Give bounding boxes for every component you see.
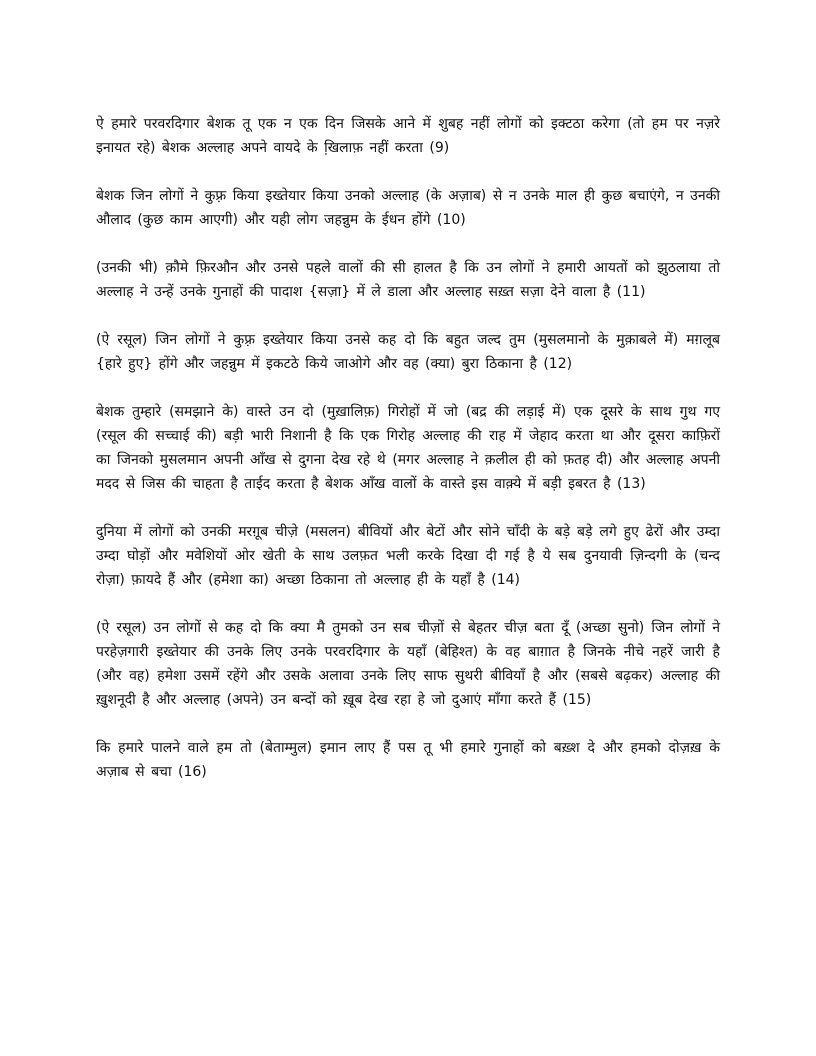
document-page <box>96 112 720 808</box>
verse-11-paragraph: (उनकी भी) क़ौमे फ़िरऔन और उनसे पहले वालों की सी हालत है कि उन लोगों ने हमारी आयतों को झुठलाया तो अल्लाह ने उन्हें उनके गुनाहों की पादाश {सज़ा} में ले डाला और अल्लाह सख़्त सज़ा देने वाला है (11) <box>96 260 720 300</box>
verse-16-paragraph: कि हमारे पालने वाले हम तो (बेताम्मुल) इमान लाए हैं पस तू भी हमारे गुनाहों को बख़्श दे और हमको दोज़ख़ के अज़ाब से बचा (16) <box>96 740 720 780</box>
verse-12-paragraph: (ऐ रसूल) जिन लोगों ने कुफ़्र इख्तेयार किया उनसे कह दो कि बहुत जल्द तुम (मुसलमानो के मुक़ाबले में) मग़लूब {हारे हुए} होंगे और जहन्नुम में इकटठे किये जाओगे और वह (क्या) बुरा ठिकाना है (12) <box>96 332 720 372</box>
verse-15-paragraph: (ऐ रसूल) उन लोगों से कह दो कि क्या मै तुमको उन सब चीज़ों से बेहतर चीज़ बता दूँ (अच्छा सुनो) जिन लोगों ने परहेज़गारी इख्तेयार की उनके लिए उनके परवरदिगार के यहाँ (बेहिश्त) के वह बाग़ात है जिनके नीचे नहरें जारी है (और वह) हमेशा उसमें रहेंगे और उसके अलावा उनके लिए साफ सुथरी बीवियाँ है और (सबसे बढ़कर) अल्लाह की ख़ुशनूदी है और अल्लाह (अपने) उन बन्दों को ख़ूब देख रहा हे जो दुआएं माँगा करते हैं (15) <box>96 620 720 708</box>
verse-14-paragraph: दुनिया में लोगों को उनकी मरग़ूब चीजे़ (मसलन) बीवियों और बेटों और सोने चाँदी के बड़े बड़े लगे हुए ढेरों और उम्दा उम्दा घोड़ों और मवेशियों ओर खेती के साथ उलफ़त भली करके दिखा दी गई है ये सब दुनयावी ज़िन्दगी के (चन्द रोज़ा) फ़ायदे हैं और (हमेशा का) अच्छा ठिकाना तो अल्लाह ही के यहाँ है (14) <box>96 524 720 588</box>
verse-9-paragraph: ऐ हमारे परवरदिगार बेशक तू एक न एक दिन जिसके आने में शुबह नहीं लोगों को इक्टठा करेगा (तो हम पर नज़रे इनायत रहे) बेशक अल्लाह अपने वायदे के खि़लाफ़ नहीं करता (9) <box>96 116 720 156</box>
verse-10-paragraph: बेशक जिन लोगों ने कुफ़्र किया इख्तेयार किया उनको अल्लाह (के अज़ाब) से न उनके माल ही कुछ बचाएंगे, न उनकी औलाद (कुछ काम आएगी) और यही लोग जहन्नुम के ईधन होंगे (10) <box>96 188 720 228</box>
verse-13-paragraph: बेशक तुम्हारे (समझाने के) वास्ते उन दो (मुख़ालिफ़) गिरोहों में जो (बद्र की लड़ाई में) एक दूसरे के साथ गुथ गए (रसूल की सच्चाई की) बड़ी भारी निशानी है कि एक गिरोह अल्लाह की राह में जेहाद करता था और दूसरा काफ़िरों का जिनको मुसलमान अपनी आँख से दुगना देख रहे थे (मगर अल्लाह ने क़लील ही को फ़तह दी) और अल्लाह अपनी मदद से जिस की चाहता है ताईद करता है बेशक आँख वालों के वास्ते इस वाक़्ये में बड़ी इबरत है (13) <box>96 404 720 492</box>
